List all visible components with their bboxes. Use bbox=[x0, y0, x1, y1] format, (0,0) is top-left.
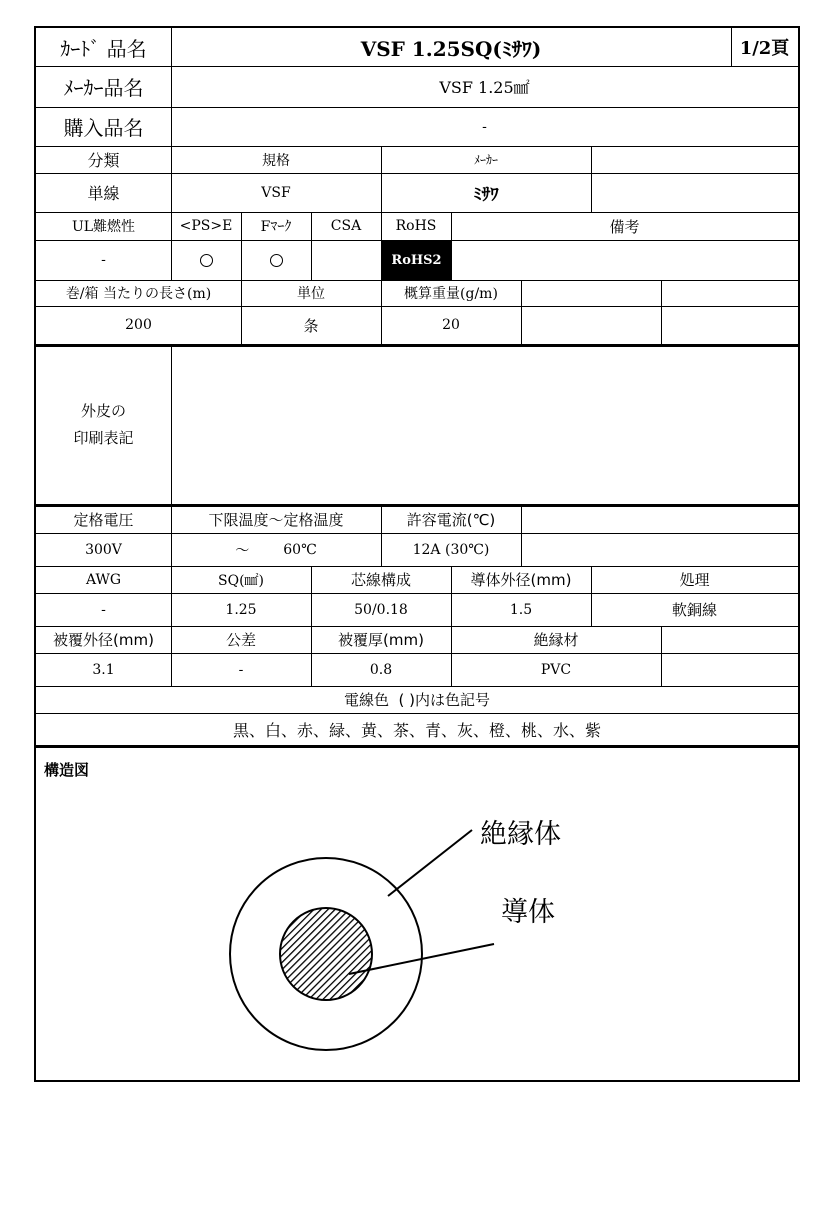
conductor-od-value: 1.5 bbox=[509, 601, 533, 618]
rated-voltage-value: 300V bbox=[85, 541, 122, 558]
rule bbox=[661, 626, 662, 686]
rule bbox=[591, 146, 592, 212]
temperature-range-value bbox=[171, 533, 381, 566]
spec-card bbox=[34, 26, 800, 1082]
strand-config-label: 芯線構成 bbox=[350, 571, 411, 589]
length-per-roll-value: 200 bbox=[125, 317, 152, 333]
length-per-roll-label: 巻/箱 当たりの長さ(m) bbox=[65, 286, 212, 302]
rule bbox=[521, 504, 522, 566]
card-name-label: ｶｰﾄﾞ 品名 bbox=[60, 36, 147, 61]
cable-cross-section-diagram bbox=[36, 748, 798, 1080]
temperature-separator: ～ bbox=[235, 542, 250, 559]
treatment-label: 処理 bbox=[679, 571, 710, 589]
awg-value: - bbox=[101, 601, 106, 618]
rohs-badge: RoHS2 bbox=[382, 241, 451, 280]
temperature-range-label: 下限温度～定格温度 bbox=[208, 511, 344, 529]
rule bbox=[521, 280, 522, 344]
sheath-od-label: 被覆外径(mm) bbox=[53, 631, 154, 649]
insulator-label: 絶縁体 bbox=[480, 819, 561, 850]
ul-flame-value: - bbox=[101, 252, 106, 268]
allowable-current-value: 12A (30℃) bbox=[412, 541, 490, 558]
structure-title: 構造図 bbox=[44, 761, 90, 779]
print-marking-label-line: 印刷表記 bbox=[73, 429, 134, 447]
maker-product-label: ﾒｰｶｰ品名 bbox=[63, 76, 144, 100]
conductor-od-label: 導体外径(mm) bbox=[470, 571, 572, 589]
classification-label: 分類 bbox=[87, 151, 120, 170]
pse-label: <PS>E bbox=[179, 218, 233, 234]
wire-color-value: 黒、白、赤、緑、黄、茶、青、灰、橙、桃、水、紫 bbox=[232, 720, 601, 740]
sheath-od-value: 3.1 bbox=[92, 661, 115, 678]
strand-config-value: 50/0.18 bbox=[354, 601, 408, 618]
print-marking-label bbox=[36, 346, 171, 504]
allowable-current-label: 許容電流(℃) bbox=[406, 511, 496, 529]
circle-mark-icon bbox=[270, 254, 283, 267]
wire-color-label: 電線色 ( )内は色記号 bbox=[343, 691, 490, 709]
maker-value: ﾐｻﾜ bbox=[473, 185, 499, 205]
purchase-name-label: 購入品名 bbox=[63, 116, 144, 140]
insulation-material-label: 絶縁材 bbox=[533, 631, 579, 649]
card-name-value: VSF 1.25SQ(ﾐｻﾜ) bbox=[360, 36, 542, 61]
maker-label: ﾒｰｶｰ bbox=[473, 153, 498, 167]
unit-value: 条 bbox=[303, 316, 319, 335]
rohs-label: RoHS bbox=[395, 218, 437, 234]
print-marking-label-line: 外皮の bbox=[80, 402, 126, 420]
sq-label: SQ(㎟) bbox=[218, 572, 264, 589]
purchase-name-value: - bbox=[482, 118, 487, 135]
rule bbox=[661, 280, 662, 344]
standard-label: 規格 bbox=[262, 152, 290, 169]
weight-value: 20 bbox=[442, 317, 460, 333]
conductor-label: 導体 bbox=[501, 897, 555, 928]
ul-flame-label: UL難燃性 bbox=[71, 219, 136, 235]
sheath-thickness-value: 0.8 bbox=[369, 661, 393, 678]
treatment-value: 軟銅線 bbox=[671, 601, 717, 619]
circle-mark-icon bbox=[200, 254, 213, 267]
remarks-label: 備考 bbox=[609, 217, 640, 236]
standard-value: VSF bbox=[261, 184, 291, 201]
weight-label: 概算重量(g/m) bbox=[404, 286, 498, 302]
classification-value: 単線 bbox=[87, 184, 120, 203]
insulation-material-value: PVC bbox=[540, 661, 572, 678]
rule bbox=[171, 344, 172, 504]
tolerance-label: 公差 bbox=[225, 631, 256, 649]
f-mark-label: Fﾏｰｸ bbox=[260, 219, 292, 235]
awg-label: AWG bbox=[85, 571, 122, 588]
pse-value bbox=[171, 240, 241, 280]
rated-voltage-label: 定格電圧 bbox=[73, 511, 134, 529]
maker-product-value: VSF 1.25㎟ bbox=[439, 78, 530, 97]
tolerance-value: - bbox=[238, 661, 244, 678]
f-mark-value bbox=[241, 240, 311, 280]
page-number: 1/2頁 bbox=[739, 38, 790, 59]
temperature-max: 60℃ bbox=[283, 541, 317, 558]
sheath-thickness-label: 被覆厚(mm) bbox=[338, 631, 424, 649]
sq-value: 1.25 bbox=[225, 601, 257, 618]
insulator-leader-line bbox=[388, 830, 472, 896]
csa-label: CSA bbox=[330, 218, 362, 234]
conductor-circle bbox=[280, 908, 372, 1000]
unit-label: 単位 bbox=[297, 286, 325, 302]
